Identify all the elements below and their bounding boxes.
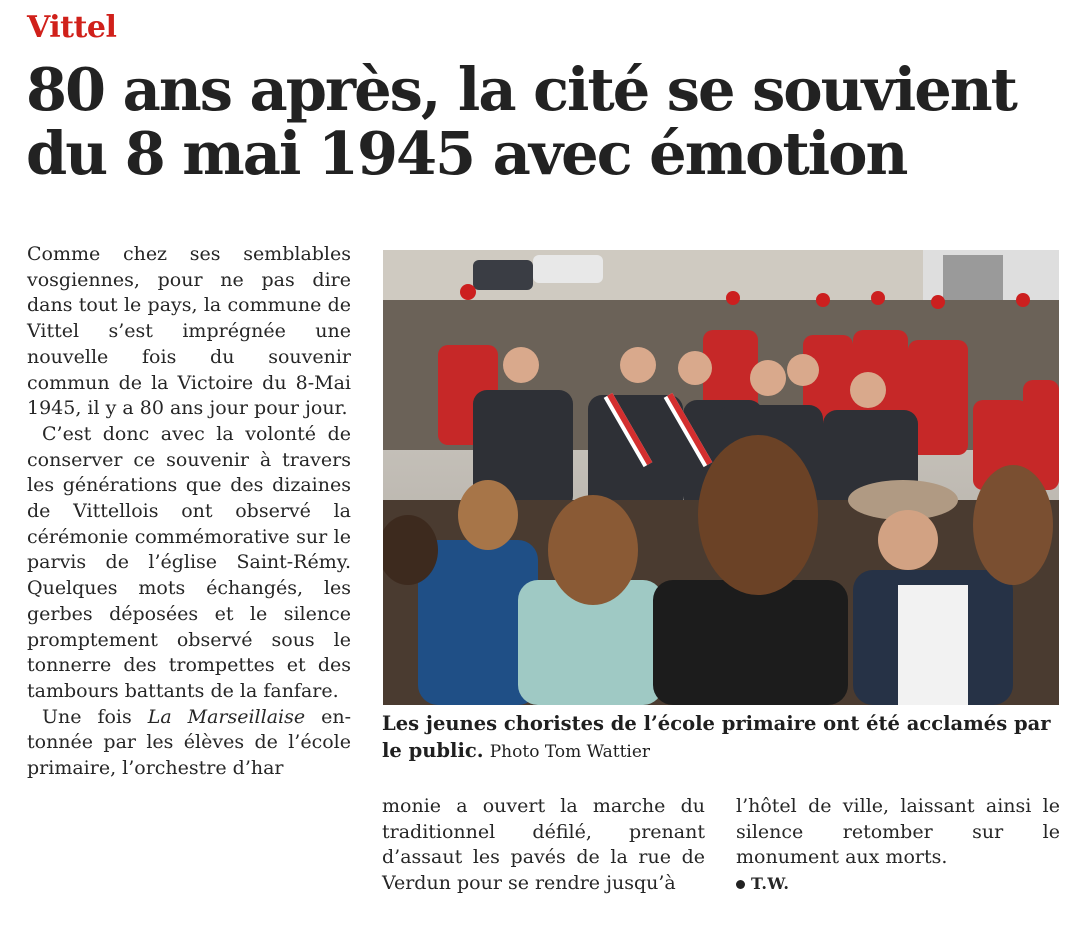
paragraph-2: C’est donc avec la volonté de conserver ce souvenir à travers les générations que des dizaines de Vittellois ont observé la cérémonie commémorative sur le parvis de l’église Saint-Rémy. Quelques mots échangés, les gerbes déposées et le silence promptement observé sous le tonnerre des trompettes et des tambours battants de la fanfare. [27,422,351,702]
column-2-text: monie a ouvert la marche du traditionnel défilé, prenant d’assaut les pavés de la rue de Verdun pour se rendre jusqu’à [382,795,705,895]
bullet-icon [736,880,745,889]
headline-line-2: du 8 mai 1945 avec émotion [26,119,907,188]
caption-text: Les jeunes choristes de l’école primaire ont été acclamés par le public. [382,712,1051,762]
song-title: La Marseillaise [147,705,306,728]
paragraph-1: Comme chez ses semblables vosgiennes, pour ne pas dire dans tout le pays, la commune de Vittel s’est imprégnée une nouvelle fois du souvenir commun de la Victoire du 8-Mai 1945, il y a 80 ans jour pour jour. [27,243,351,420]
article-photo [383,250,1059,705]
article-column-2 [382,794,705,897]
article-headline [26,55,1066,188]
photo-caption [382,710,1062,766]
headline-line-1: 80 ans après, la cité se souvient [26,55,1016,124]
article-column-3 [736,794,1060,897]
author-signature: T.W. [736,871,1060,897]
paragraph-3: Une fois La Marseillaise entonnée par les élèves de l’école primaire, l’orchestre d’har [27,705,351,780]
article-column-1 [27,242,351,782]
section-kicker: Vittel [27,10,117,45]
photo-credit: Photo Tom Wattier [489,742,651,762]
ceremony-photo-illustration [383,250,1059,705]
column-3-text: l’hôtel de ville, laissant ainsi le silence retomber sur le monument aux morts. [736,795,1060,869]
